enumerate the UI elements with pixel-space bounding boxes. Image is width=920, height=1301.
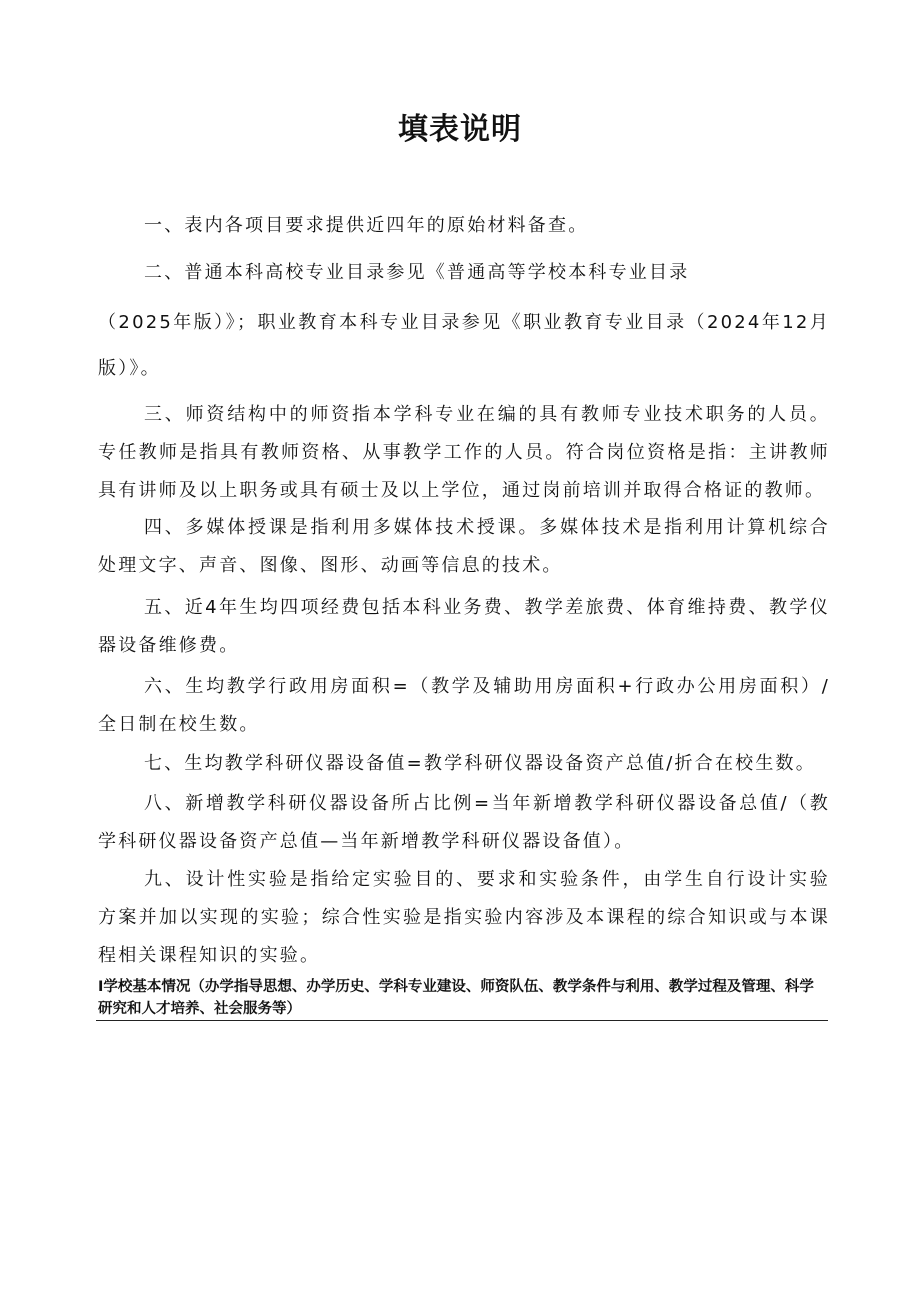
instruction-item-8: 八、新增教学科研仪器设备所占比例=当年新增教学科研仪器设备总值/（教学科研仪器设备资产总值—当年新增教学科研仪器设备值）。 <box>98 793 830 852</box>
section-heading <box>98 976 830 1020</box>
instruction-item-6: 六、生均教学行政用房面积=（教学及辅助用房面积+行政办公用房面积）/全日制在校生数。 <box>98 676 830 735</box>
instruction-item-9: 九、设计性实验是指给定实验目的、要求和实验条件，由学生自行设计实验方案并加以实现的实验；综合性实验是指实验内容涉及本课程的综合知识或与本课程相关课程知识的实验。 <box>98 869 830 966</box>
section-heading-line2: 研究和人才培养、社会服务等） <box>98 1001 301 1017</box>
instruction-item-7: 七、生均教学科研仪器设备值=教学科研仪器设备资产总值/折合在校生数。 <box>144 753 816 774</box>
instruction-item-4: 四、多媒体授课是指利用多媒体技术授课。多媒体技术是指利用计算机综合处理文字、声音、图像、图形、动画等信息的技术。 <box>98 517 830 576</box>
instruction-item-1: 一、表内各项目要求提供近四年的原始材料备查。 <box>144 215 589 236</box>
section-heading-line1: Ⅰ学校基本情况（办学指导思想、办学历史、学科专业建设、师资队伍、教学条件与利用、教学过程及管理、科学 <box>98 979 814 995</box>
section-divider <box>96 1020 828 1021</box>
page-title: 填表说明 <box>398 112 522 147</box>
instruction-item-5: 五、近4年生均四项经费包括本科业务费、教学差旅费、体育维持费、教学仪器设备维修费。 <box>98 597 830 656</box>
instruction-item-3: 三、师资结构中的师资指本学科专业在编的具有教师专业技术职务的人员。专任教师是指具有教师资格、从事教学工作的人员。符合岗位资格是指：主讲教师具有讲师及以上职务或具有硕士及以上学位，通过岗前培训并取得合格证的教师。 <box>98 404 830 501</box>
instruction-item-2-continued: （2025年版）》；职业教育本科专业目录参见《职业教育专业目录（2024年12月版）》。 <box>98 312 830 379</box>
instruction-item-2: 二、普通本科高校专业目录参见《普通高等学校本科专业目录 <box>144 262 690 283</box>
